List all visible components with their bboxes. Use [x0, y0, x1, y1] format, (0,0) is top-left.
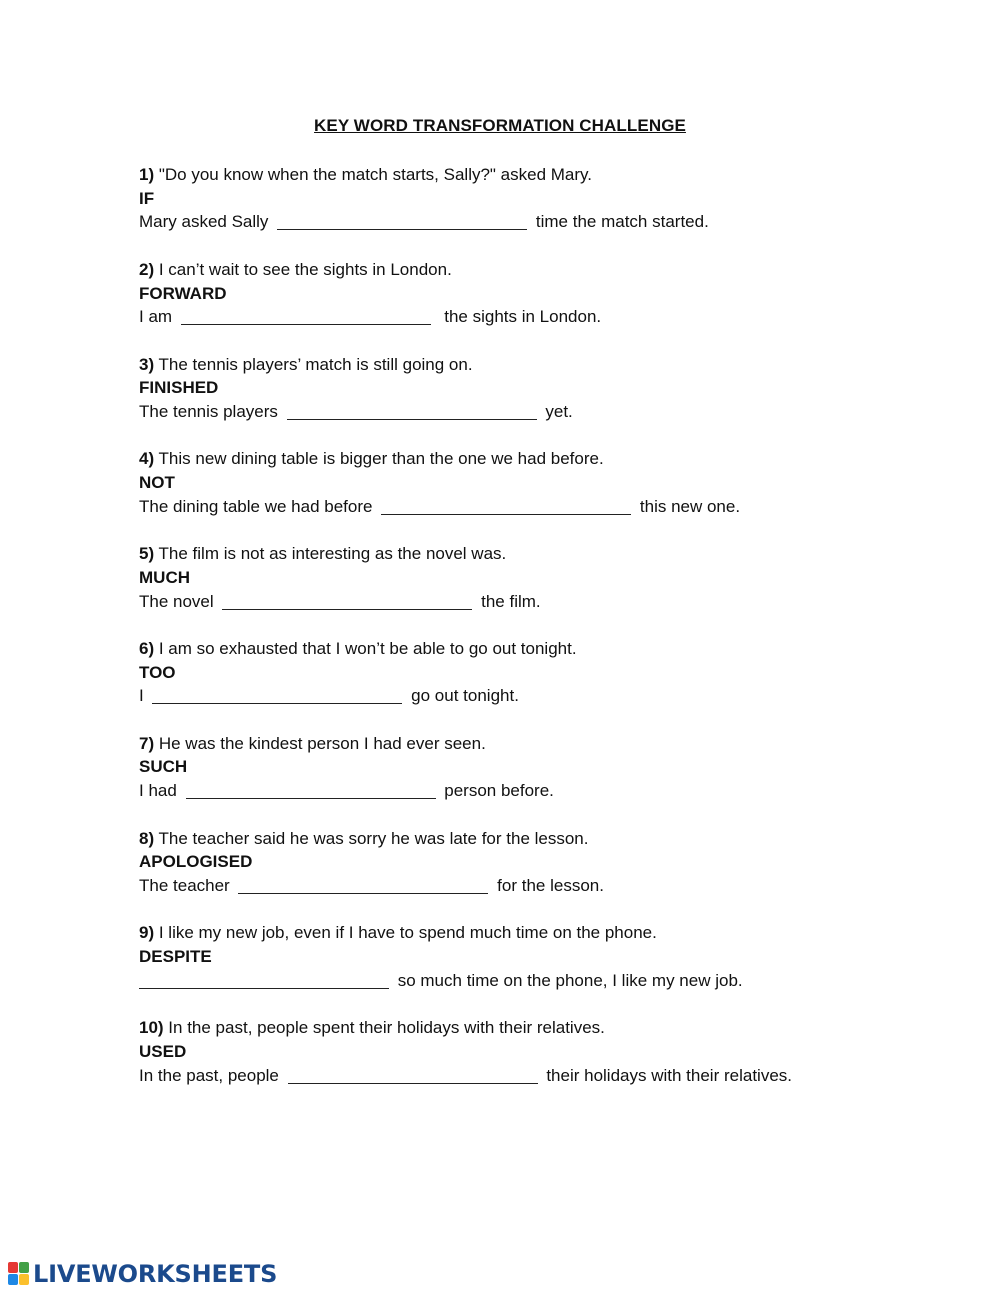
- question-sentence: The teacher said he was sorry he was late for the lesson.: [154, 828, 589, 848]
- answer-suffix: person before.: [439, 781, 554, 801]
- question-number: 8): [139, 828, 155, 848]
- key-word: USED: [139, 1041, 187, 1061]
- answer-prefix: I am: [139, 307, 177, 327]
- question-sentence: I can’t wait to see the sights in London.: [154, 259, 452, 279]
- key-word: SUCH: [139, 757, 188, 777]
- question-prompt: [139, 447, 959, 471]
- answer-prefix: I: [139, 686, 149, 706]
- key-word: FINISHED: [139, 378, 219, 398]
- question-prompt: [139, 258, 959, 282]
- question-2: [139, 258, 959, 353]
- answer-prefix: The tennis players: [139, 402, 283, 421]
- question-sentence: This new dining table is bigger than the one we had before.: [154, 449, 604, 469]
- question-sentence: I like my new job, even if I have to spend much time on the phone.: [154, 923, 657, 943]
- answer-line: [139, 969, 959, 993]
- answer-blank-input[interactable]: [222, 591, 472, 610]
- answer-line: [139, 495, 959, 519]
- question-prompt: [139, 921, 959, 945]
- key-word: DESPITE: [139, 947, 212, 967]
- logo-square-yellow: [19, 1274, 29, 1285]
- liveworksheets-logo: [8, 1260, 277, 1288]
- key-word: NOT: [139, 473, 175, 493]
- question-5: [139, 542, 959, 637]
- key-word: APOLOGISED: [139, 852, 253, 872]
- question-6: [139, 637, 959, 732]
- answer-line: [139, 684, 959, 708]
- answer-blank-input[interactable]: [287, 401, 537, 420]
- answer-suffix: yet.: [540, 402, 573, 421]
- answer-line: [139, 400, 959, 424]
- key-word: FORWARD: [139, 283, 227, 303]
- logo-square-red: [8, 1262, 18, 1273]
- question-number: 1): [139, 165, 155, 184]
- answer-blank-input[interactable]: [288, 1065, 538, 1084]
- logo-square-green: [19, 1262, 29, 1273]
- question-number: 3): [139, 354, 155, 374]
- question-prompt: [139, 163, 959, 187]
- question-number: 10): [139, 1018, 164, 1038]
- answer-suffix: time the match started.: [531, 212, 709, 232]
- answer-prefix: I had: [139, 781, 182, 801]
- question-4: [139, 447, 959, 542]
- answer-blank-input[interactable]: [238, 875, 488, 894]
- answer-suffix: the film.: [476, 591, 541, 611]
- question-prompt: [139, 353, 959, 377]
- liveworksheets-logo-icon: [8, 1262, 30, 1286]
- answer-suffix: the sights in London.: [434, 307, 602, 327]
- question-3: [139, 353, 959, 448]
- key-word: TOO: [139, 662, 176, 682]
- question-sentence: I am so exhausted that I won’t be able to go out tonight.: [154, 638, 577, 658]
- answer-blank-input[interactable]: [139, 970, 389, 989]
- question-sentence: In the past, people spent their holidays with their relatives.: [163, 1018, 605, 1038]
- answer-suffix: their holidays with their relatives.: [541, 1065, 792, 1085]
- question-number: 6): [139, 638, 155, 658]
- question-10: [139, 1016, 959, 1111]
- answer-prefix: The dining table we had before: [139, 496, 378, 516]
- answer-prefix: Mary asked Sally: [139, 212, 274, 232]
- question-number: 2): [139, 259, 155, 279]
- answer-prefix: The novel: [139, 591, 219, 611]
- key-word: IF: [139, 188, 155, 208]
- question-number: 4): [139, 449, 155, 469]
- worksheet-title: KEY WORD TRANSFORMATION CHALLENGE: [314, 116, 686, 135]
- answer-line: [139, 590, 959, 614]
- question-sentence: The tennis players’ match is still going on.: [154, 354, 473, 374]
- answer-suffix: go out tonight.: [406, 686, 519, 706]
- question-8: [139, 827, 959, 922]
- question-number: 9): [139, 923, 155, 943]
- question-sentence: He was the kindest person I had ever seen.: [154, 733, 486, 753]
- answer-suffix: so much time on the phone, I like my new job.: [393, 970, 743, 990]
- answer-suffix: this new one.: [635, 496, 741, 516]
- key-word: MUCH: [139, 567, 190, 587]
- question-prompt: [139, 542, 959, 566]
- question-1: [139, 163, 959, 258]
- question-sentence: "Do you know when the match starts, Sally?" asked Mary.: [154, 165, 593, 184]
- answer-blank-input[interactable]: [381, 496, 631, 515]
- answer-line: [139, 210, 959, 234]
- answer-prefix: In the past, people: [139, 1065, 284, 1085]
- question-prompt: [139, 827, 959, 851]
- answer-line: [139, 779, 959, 803]
- question-9: [139, 921, 959, 1016]
- answer-blank-input[interactable]: [186, 780, 436, 799]
- question-7: [139, 732, 959, 827]
- answer-line: [139, 1064, 959, 1088]
- question-prompt: [139, 637, 959, 661]
- answer-blank-input[interactable]: [152, 685, 402, 704]
- answer-prefix: The teacher: [139, 875, 235, 895]
- question-list: [139, 163, 959, 1111]
- question-number: 7): [139, 733, 155, 753]
- answer-line: [139, 305, 959, 329]
- answer-blank-input[interactable]: [181, 306, 431, 325]
- question-prompt: [139, 732, 959, 756]
- answer-blank-input[interactable]: [277, 211, 527, 230]
- answer-line: [139, 874, 959, 898]
- question-prompt: [139, 1016, 959, 1040]
- answer-suffix: for the lesson.: [492, 875, 604, 895]
- logo-wordmark: LIVEWORKSHEETS: [33, 1260, 278, 1288]
- question-sentence: The film is not as interesting as the novel was.: [154, 544, 507, 564]
- question-number: 5): [139, 544, 155, 564]
- logo-square-blue: [8, 1274, 18, 1285]
